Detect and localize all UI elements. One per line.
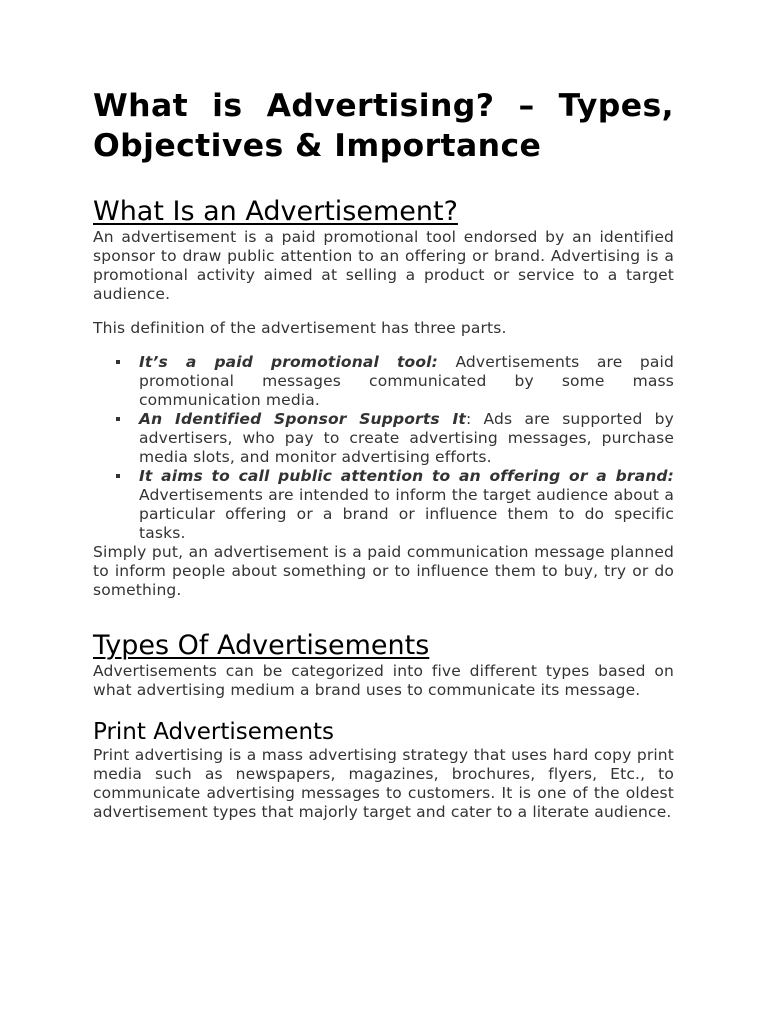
square-bullet-icon: [116, 474, 120, 478]
paragraph-summary: Simply put, an advertisement is a paid communication message planned to inform people about something or to influence them to buy, try or do something.: [93, 543, 674, 599]
paragraph-definition: An advertisement is a paid promotional tool endorsed by an identified sponsor to draw public attention to an offering or brand. Advertising is a promotional activity aimed at selling a product or service to a target audience.: [93, 228, 674, 303]
list-item: [139, 410, 674, 467]
paragraph-types-intro: Advertisements can be categorized into five different types based on what advertising medium a brand uses to communicate its message.: [93, 662, 674, 699]
heading-what-is-advertisement: What Is an Advertisement?: [93, 196, 458, 227]
heading-print-advertisements: Print Advertisements: [93, 719, 335, 745]
list-item-lead: It’s a paid promotional tool:: [139, 353, 438, 371]
list-item: [139, 353, 674, 410]
square-bullet-icon: [116, 417, 120, 421]
list-item-lead: It aims to call public attention to an offering or a brand:: [139, 467, 674, 485]
list-item-text: Advertisements are intended to inform the target audience about a particular offering or a brand or influence them to do specific tasks.: [139, 486, 674, 542]
list-item-lead: An Identified Sponsor Supports It: [139, 410, 466, 428]
heading-types-of-advertisements: Types Of Advertisements: [93, 630, 430, 661]
list-item-text: Advertisements are paid promotional messages communicated by some mass communication media.: [139, 353, 674, 409]
document-content: [93, 86, 674, 822]
list-item: [139, 467, 674, 543]
page-title: What is Advertising? – Types, Objectives & Importance: [93, 88, 674, 164]
square-bullet-icon: [116, 360, 120, 364]
list-item-text: : Ads are supported by advertisers, who pay to create advertising messages, purchase media slots, and monitor advertising efforts.: [139, 410, 674, 466]
paragraph-print-advertising: Print advertising is a mass advertising strategy that uses hard copy print media such as newspapers, magazines, brochures, flyers, Etc., to communicate advertising messages to customers. It is one of the oldest advertisement types that majorly target and cater to a literate audience.: [93, 746, 674, 821]
paragraph-three-parts: This definition of the advertisement has three parts.: [93, 319, 507, 337]
definition-parts-list: [93, 353, 674, 543]
